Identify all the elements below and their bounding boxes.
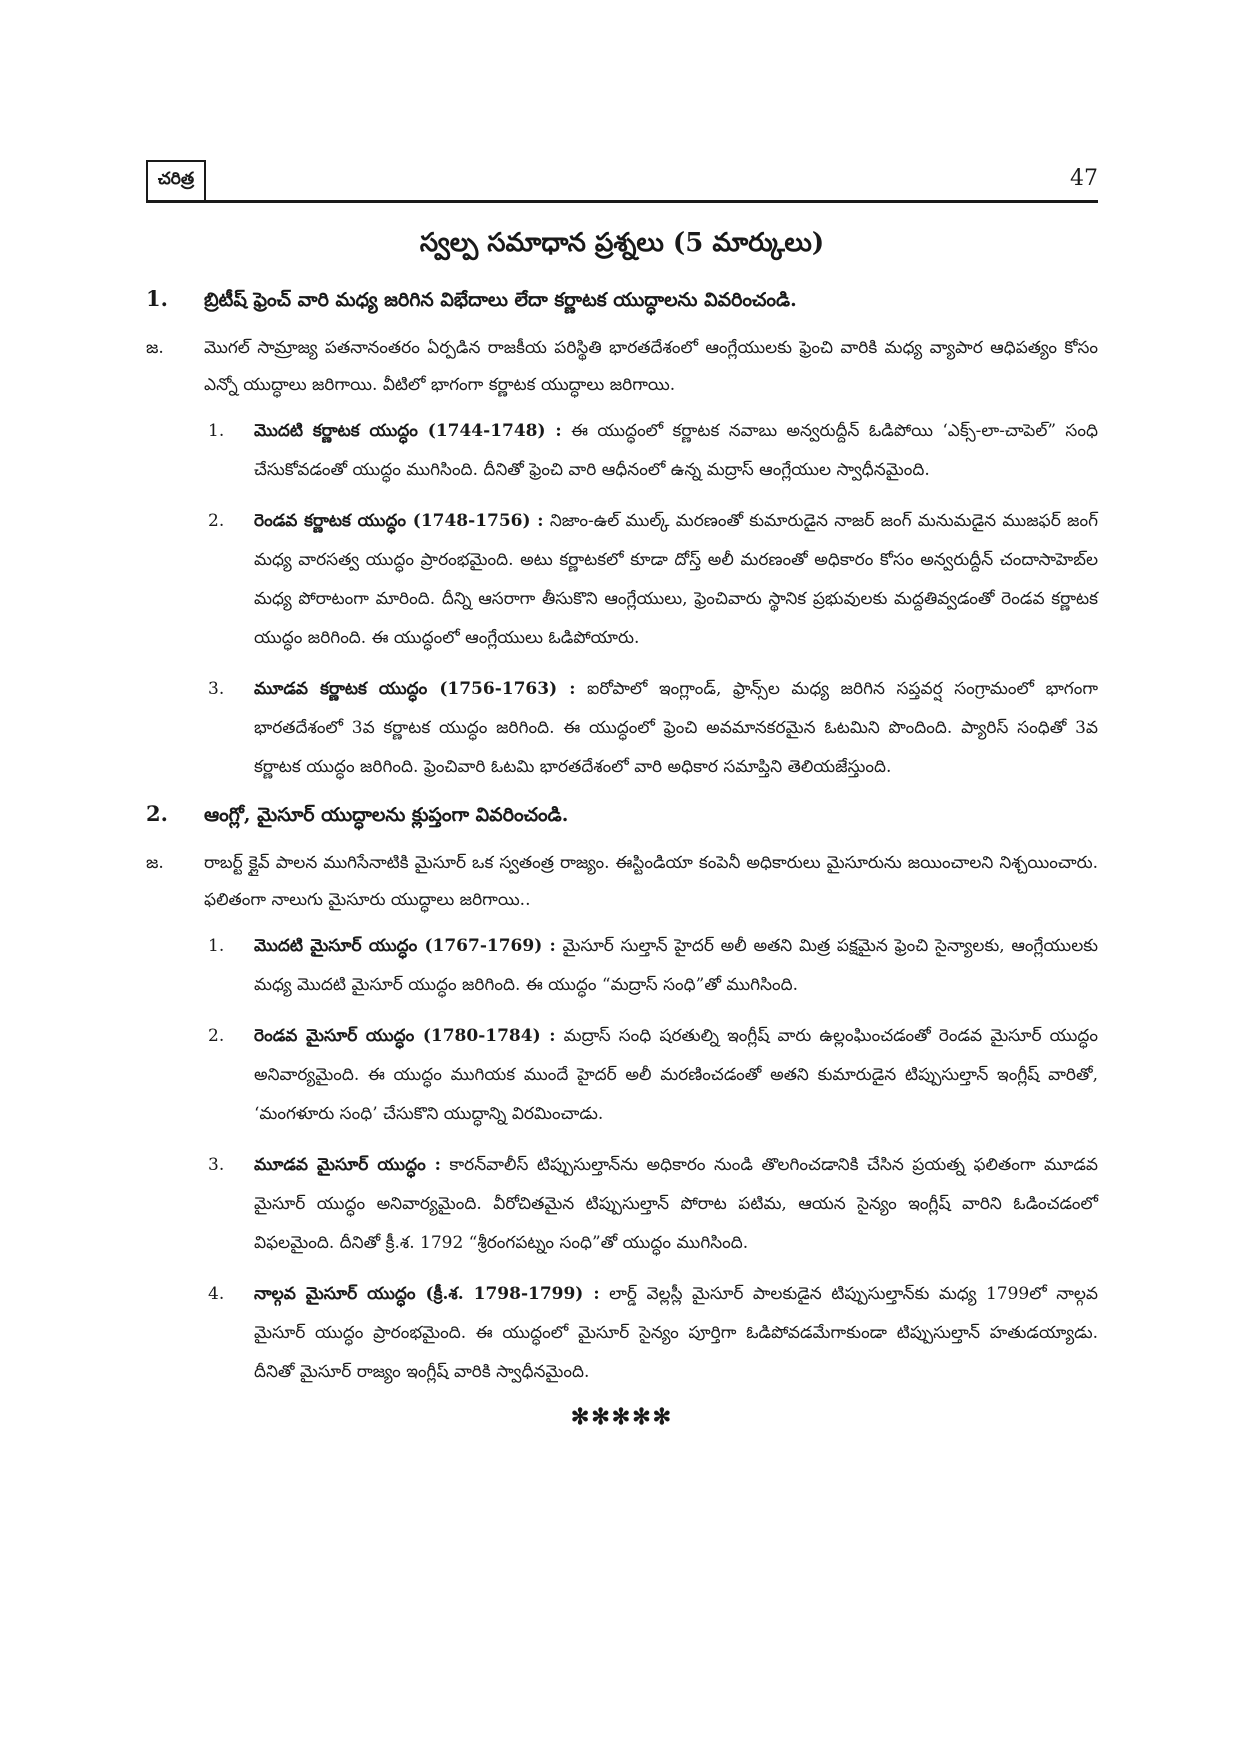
list-item-body (254, 670, 1098, 787)
list-item-number: 2. (208, 511, 225, 531)
page-header (146, 160, 1098, 204)
list-item (208, 1146, 1098, 1263)
list-item-title: మూడవ కర్ణాటక యుద్ధం (1756-1763) : (254, 679, 576, 699)
list-item-body (254, 927, 1098, 1005)
list-item-number: 4. (208, 1284, 225, 1304)
list-item-text: కారన్‌వాలీస్ టిప్పుసుల్తాన్‌ను అధికారం నుండి తొలగించడానికి చేసిన ప్రయత్న ఫలితంగా మూడవ మైసూర్ యుద్ధం అనివార్యమైంది. వీరోచితమైన టిప్పుసుల్తాన్ పోరాట పటిమ, ఆయన సైన్యం ఇంగ్లీష్ వారిని ఓడించడంలో విఫలమైంది. దీనితో క్రీ.శ. 1792 “శ్రీరంగపట్నం సంధి”తో యుద్ధం ముగిసింది. (254, 1155, 1098, 1253)
answer-row (146, 330, 1098, 404)
section-title: స్వల్ప సమాధాన ప్రశ్నలు (5 మార్కులు) (419, 228, 825, 258)
list-item (208, 670, 1098, 787)
list-item-title: మొదటి కర్ణాటక యుద్ధం (1744-1748) : (254, 421, 562, 441)
list-item (208, 502, 1098, 658)
header-rule (146, 200, 1098, 203)
list-item-title: రెండవ కర్ణాటక యుద్ధం (1748-1756) : (254, 511, 544, 531)
list-item-title: నాల్గవ మైసూర్ యుద్ధం (క్రీ.శ. 1798-1799) : (254, 1284, 600, 1304)
list-item (208, 1017, 1098, 1134)
list-item (208, 927, 1098, 1005)
list-item-body (254, 1146, 1098, 1263)
question-block (146, 799, 1098, 1392)
list-item-body (254, 1275, 1098, 1392)
list-item-text: ఐరోపాలో ఇంగ్లాండ్, ఫ్రాన్స్‌ల మధ్య జరిగిన సప్తవర్ష సంగ్రామంలో భాగంగా భారతదేశంలో 3వ కర్ణాటక యుద్ధం జరిగింది. ఈ యుద్ధంలో ఫ్రెంచి అవమానకరమైన ఓటమిని పొందింది. ప్యారిస్ సంధితో 3వ కర్ణాటక యుద్ధం జరిగింది. ఫ్రెంచివారి ఓటమి భారతదేశంలో వారి అధికార సమాప్తిని తెలియజేస్తుంది. (254, 679, 1098, 777)
question-number: 2. (146, 801, 168, 826)
list-item-number: 1. (208, 936, 225, 956)
list-item-text: నిజాం-ఉల్ ముల్క్ మరణంతో కుమారుడైన నాజర్ జంగ్ మనుమడైన ముజఫర్ జంగ్ మధ్య వారసత్వ యుద్ధం ప్రారంభమైంది. అటు కర్ణాటకలో కూడా దోస్త్ అలీ మరణంతో అధికారం కోసం అన్వరుద్దీన్ చందాసాహెబ్‌ల మధ్య పోరాటంగా మారింది. దీన్ని ఆసరాగా తీసుకొని ఆంగ్లేయులు, ఫ్రెంచివారు స్థానిక ప్రభువులకు మద్దతివ్వడంతో రెండవ కర్ణాటక యుద్ధం జరిగింది. ఈ యుద్ధంలో ఆంగ్లేయులు ఓడిపోయారు. (254, 511, 1098, 648)
list-item-title: మొదటి మైసూర్ యుద్ధం (1767-1769) : (254, 936, 556, 956)
question-block (146, 284, 1098, 787)
answer-label: జ. (146, 853, 164, 873)
list-item-text: ఈ యుద్ధంలో కర్ణాటక నవాబు అన్వరుద్దీన్ ఓడిపోయి ‘ఎక్స్-లా-చాపెల్” సంధి చేసుకోవడంతో యుద్ధం ముగిసింది. దీనితో ఫ్రెంచి వారి ఆధీనంలో ఉన్న మద్రాస్ ఆంగ్లేయుల స్వాధీనమైంది. (254, 421, 1098, 480)
page-number: 47 (1070, 166, 1098, 191)
list-item-number: 3. (208, 1155, 225, 1175)
question-row (146, 799, 1098, 831)
question-text: బ్రిటీష్ ఫ్రెంచ్ వారి మధ్య జరిగిన విభేదాలు లేదా కర్ణాటక యుద్ధాలను వివరించండి. (204, 289, 797, 311)
list-item-number: 2. (208, 1026, 225, 1046)
list-item-text: లార్డ్ వెల్లస్లీ మైసూర్ పాలకుడైన టిప్పుసుల్తాన్‌కు మధ్య 1799లో నాల్గవ మైసూర్ యుద్ధం ప్రారంభమైంది. ఈ యుద్ధంలో మైసూర్ సైన్యం పూర్తిగా ఓడిపోవడమేగాకుండా టిప్పుసుల్తాన్ హతుడయ్యాడు. దీనితో మైసూర్ రాజ్యం ఇంగ్లీష్ వారికి స్వాధీనమైంది. (254, 1284, 1098, 1382)
question-text: ఆంగ్లో, మైసూర్ యుద్ధాలను క్లుప్తంగా వివరించండి. (204, 804, 569, 826)
answer-list (208, 927, 1098, 1392)
answer-intro: రాబర్ట్ క్లైవ్ పాలన ముగిసేనాటికి మైసూర్ ఒక స్వతంత్ర రాజ్యం. ఈస్టిండియా కంపెనీ అధికారులు మైసూరును జయించాలని నిశ్చయించారు. ఫలితంగా నాలుగు మైసూరు యుద్ధాలు జరిగాయి.. (204, 853, 1098, 910)
answer-list (208, 412, 1098, 787)
list-item-title: మూడవ మైసూర్ యుద్ధం : (254, 1155, 441, 1175)
list-item-title: రెండవ మైసూర్ యుద్ధం (1780-1784) : (254, 1026, 556, 1046)
answer-row (146, 845, 1098, 919)
list-item-text: మద్రాస్ సంధి షరతుల్ని ఇంగ్లీష్ వారు ఉల్లంఘించడంతో రెండవ మైసూర్ యుద్ధం అనివార్యమైంది. ఈ యుద్ధం ముగియక ముందే హైదర్ అలీ మరణించడంతో అతని కుమారుడైన టిప్పుసుల్తాన్ ఇంగ్లీష్ వారితో, ‘మంగళూరు సంధి’ చేసుకొని యుద్ధాన్ని విరమించాడు. (254, 1026, 1098, 1124)
answer-label: జ. (146, 338, 164, 358)
list-item-body (254, 1017, 1098, 1134)
list-item-body (254, 502, 1098, 658)
list-item-number: 1. (208, 421, 225, 441)
list-item (208, 1275, 1098, 1392)
question-number: 1. (146, 286, 168, 311)
list-item-number: 3. (208, 679, 225, 699)
list-item (208, 412, 1098, 490)
question-row (146, 284, 1098, 316)
answer-intro: మొగల్ సామ్రాజ్య పతనానంతరం ఏర్పడిన రాజకీయ పరిస్థితి భారతదేశంలో ఆంగ్లేయులకు ఫ్రెంచి వారికి మధ్య వ్యాపార ఆధిపత్యం కోసం ఎన్నో యుద్ధాలు జరిగాయి. వీటిలో భాగంగా కర్ణాటక యుద్ధాలు జరిగాయి. (204, 338, 1098, 395)
list-item-text: మైసూర్ సుల్తాన్ హైదర్ అలీ అతని మిత్ర పక్షమైన ఫ్రెంచి సైన్యాలకు, ఆంగ్లేయులకు మధ్య మొదటి మైసూర్ యుద్ధం జరిగింది. ఈ యుద్ధం “మద్రాస్ సంధి”తో ముగిసింది. (254, 936, 1099, 995)
list-item-body (254, 412, 1098, 490)
end-ornament: ✻✻✻✻✻ (570, 1404, 674, 1430)
document-body (146, 284, 1098, 1430)
section-label: చరిత్ర (146, 160, 206, 200)
